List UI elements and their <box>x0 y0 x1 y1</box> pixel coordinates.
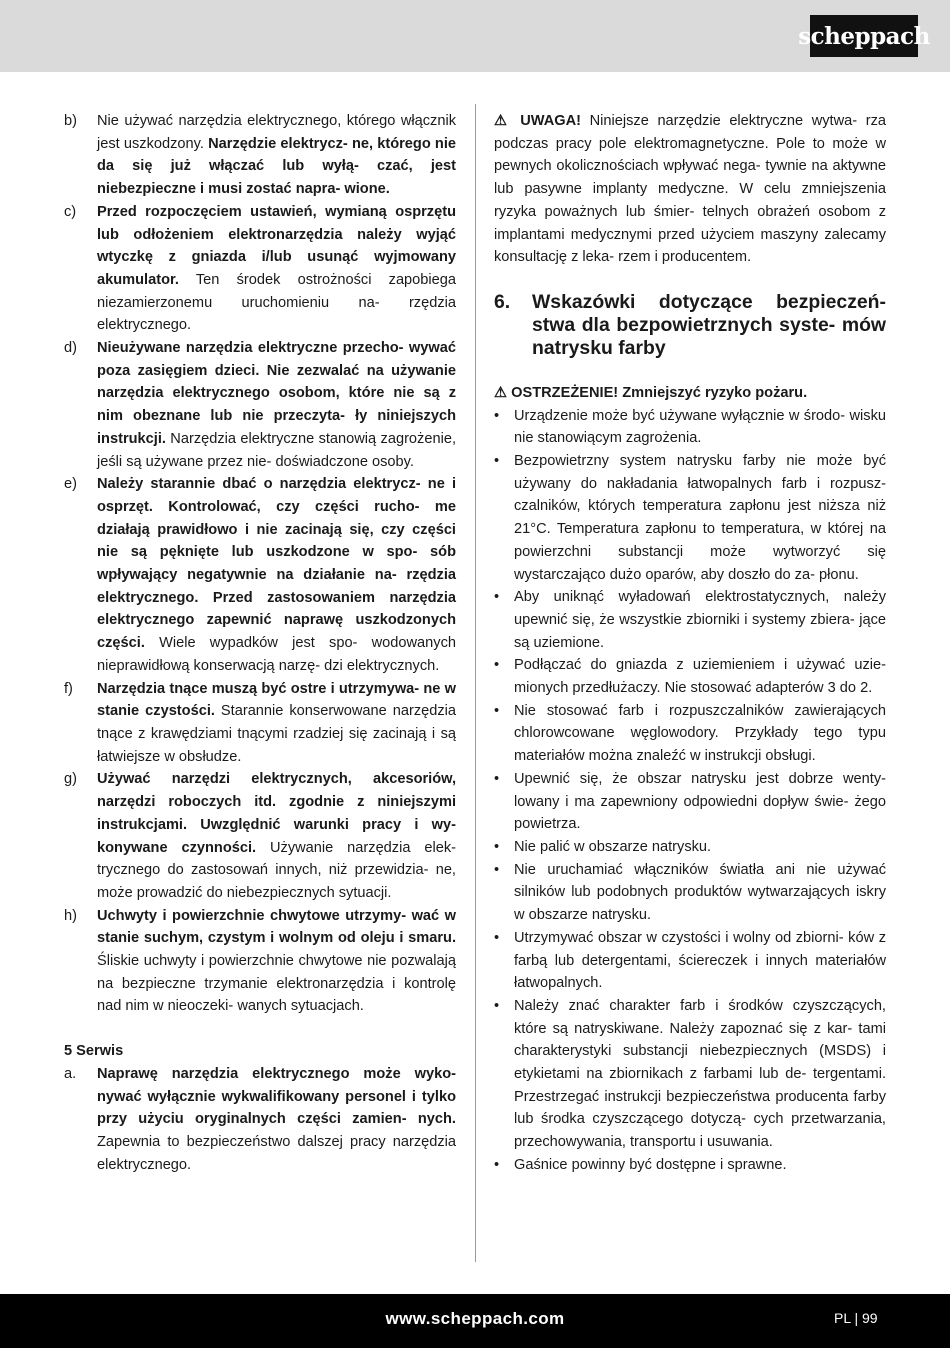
header-bar <box>0 0 950 72</box>
bullet-icon: • <box>494 997 500 1014</box>
footer-bar <box>0 1294 950 1348</box>
bullet-item <box>494 450 886 586</box>
item-label: e) <box>64 476 77 493</box>
bullet-item <box>494 836 886 859</box>
bullet-item <box>494 654 886 699</box>
list-item <box>64 1063 456 1177</box>
item-text: Należy starannie dbać o narzędzia elektrycz- ne i osprzęt. Kontrolować, czy części rucho- me działają prawidłowo i nie zacinają się, czy części nie są pęknięte lub uszkodzone w spo- sób wpływający negatywnie na działanie na- rzędzia elektrycznego. Przed zastosowaniem narzędzia elektrycznego zapewnić naprawę uszkodzonych części. Wiele wypadków jest spo- wodowanych nieprawidłową konserwacją narzę- dzi elektrycznych. <box>97 476 457 674</box>
right-column <box>494 110 886 1177</box>
bullet-item <box>494 1154 886 1177</box>
item-text: Używać narzędzi elektrycznych, akcesoriów, narzędzi roboczych itd. zgodnie z niniejszymi instrukcjami. Uwzględnić warunki pracy i wy- konywane czynności. Używanie narzędzia elek- trycznego do zastosowań innych, niż przewidzia- ne, może prowadzić do niebezpiecznych sytuacji. <box>97 771 456 901</box>
item-label: g) <box>64 771 77 788</box>
bullet-text: Aby uniknąć wyładowań elektrostatycznych, należy upewnić się, że wszystkie zbiorniki i systemy zbiera- jące są uziemione. <box>514 589 886 651</box>
bullet-text: Urządzenie może być używane wyłącznie w środo- wisku nie stanowiącym zagrożenia. <box>514 407 886 447</box>
item-label: b) <box>64 113 77 129</box>
bullet-icon: • <box>494 407 500 424</box>
item-label: a. <box>64 1065 77 1082</box>
fire-safety-bullets <box>494 405 886 1177</box>
list-item <box>64 678 456 769</box>
bullet-item <box>494 405 886 450</box>
section-6-title: Wskazówki dotyczące bezpieczeń- stwa dla bezpowietrznych syste- mów natrysku farby <box>532 290 886 359</box>
bullet-item <box>494 586 886 654</box>
bullet-icon: • <box>494 929 500 946</box>
bullet-text: Podłączać do gniazda z uziemieniem i używać uzie- mionych przedłużaczy. Nie stosować adapterów 3 do 2. <box>514 657 886 697</box>
bullet-text: Nie stosować farb i rozpuszczalników zawierających chlorowcowane węglowodory. Przykłady tego typu materiałów można znaleźć w instrukcji obsługi. <box>514 702 886 765</box>
item-text: Uchwyty i powierzchnie chwytowe utrzymy- wać w stanie suchym, czystym i wolnym od oleju i smaru. Śliskie uchwyty i powierzchnie chwytowe nie pozwalają na bezpieczne trzymanie elektronarzędzia i kontrolę nad nim w nieoczeki- wanych sytuacjach. <box>97 907 456 1015</box>
column-divider <box>475 104 476 1262</box>
bullet-item <box>494 859 886 927</box>
list-item <box>64 337 456 473</box>
bullet-item <box>494 700 886 768</box>
bullet-icon: • <box>494 1156 500 1173</box>
bullet-item <box>494 995 886 1154</box>
bullet-icon: • <box>494 453 500 470</box>
bullet-text: Nie uruchamiać włączników światła ani nie używać silników lub podobnych produktów wytwarzających iskry w obszarze natrysku. <box>514 861 886 924</box>
item-label: f) <box>64 680 73 697</box>
bullet-icon: • <box>494 589 500 606</box>
bullet-item <box>494 927 886 995</box>
section-5-title: 5 Serwis <box>64 1043 124 1060</box>
bullet-icon: • <box>494 702 500 719</box>
bullet-icon: • <box>494 838 500 855</box>
bullet-text: Utrzymywać obszar w czystości i wolny od zbiorni- ków z farbą lub detergentami, ściereczek i innych materiałów łatwopalnych. <box>514 929 886 992</box>
bullet-item <box>494 768 886 836</box>
section-6-heading <box>494 291 886 360</box>
bullet-text: Należy znać charakter farb i środków czyszczących, które są natryskiwane. Należy zapoznać się z kar- tami charakterystyki substancji niebezpiecznych (MSDS) i etykietami na zbiornikach z farbami lub de- tergentami. Przestrzegać instrukcji bezpieczeństwa producenta farby lub środka czyszczącego dotyczą- cych przetwarzania, przechowywania, transportu i usuwania. <box>514 997 886 1151</box>
uwaga-notice: ⚠ UWAGA! Niniejsze narzędzie elektryczne wytwa- rza podczas pracy pole elektromagnetyczne. Pole to może w pewnych okolicznościach wpływać nega- tywnie na aktywne lub pasywne implanty medyczne. W celu zmniejszenia ryzyka poważnych lub śmier- telnych obrażeń osobom z implantami medycznymi przed użyciem maszyny zalecamy konsultację z leka- rzem i producentem. <box>494 113 887 266</box>
footer-url[interactable]: www.scheppach.com <box>385 1309 565 1328</box>
bullet-text: Bezpowietrzny system natrysku farby nie może być używany do nakładania łatwopalnych farb i rozpusz- czalników, których temperatura zapłonu jest niższa niż 21°C. Temperatura zapłonu to temperatura, w której na powierzchni substancji może wytworzyć się wystarczająco dużo oparów, aby doszło do za- płonu. <box>514 453 886 583</box>
item-text: Nieużywane narzędzia elektryczne przecho- wywać poza zasięgiem dzieci. Nie zezwalać na używanie narzędzia elektrycznego osobom, które nie są z nim obeznane lub nie przeczyta- ły niniejszych instrukcji. Narzędzia elektryczne stanowią zagrożenie, jeśli są używane przez nie- doświadczone osoby. <box>97 340 457 470</box>
list-item <box>64 905 456 1019</box>
item-text: Narzędzia tnące muszą być ostre i utrzymywa- ne w stanie czystości. Starannie konserwowane narzędzia tnące z krawędziami tnącymi rzadziej się zacinają i są łatwiejsze w obsłudze. <box>97 680 456 765</box>
bullet-text: Gaśnice powinny być dostępne i sprawne. <box>514 1156 787 1173</box>
fire-warning: ⚠ OSTRZEŻENIE! Zmniejszyć ryzyko pożaru. <box>494 384 808 401</box>
list-item <box>64 473 456 677</box>
section-5-items <box>64 1063 456 1177</box>
item-text: Nie używać narzędzia elektrycznego, którego włącznik jest uszkodzony. Narzędzie elektrycz- ne, którego nie da się już włączać lub wyłą- czać, jest niebezpieczne i musi zostać napra- wione. <box>97 113 456 198</box>
bullet-icon: • <box>494 861 500 878</box>
brand-logo: scheppach <box>810 15 918 57</box>
list-item <box>64 110 456 201</box>
bullet-icon: • <box>494 657 500 674</box>
item-text: Przed rozpoczęciem ustawień, wymianą osprzętu lub odłożeniem elektronarzędzia należy wyjąć wtyczkę z gniazda i/lub usunąć wyjmowany akumulator. Ten środek ostrożności zapobiega niezamierzonemu uruchomieniu na- rzędzia elektrycznego. <box>97 203 456 334</box>
item-label: h) <box>64 907 77 924</box>
list-item <box>64 768 456 904</box>
list-item <box>64 201 456 337</box>
left-column <box>64 110 456 1176</box>
item-label: c) <box>64 203 77 220</box>
bullet-text: Upewnić się, że obszar natrysku jest dobrze wenty- lowany i ma zapewniony odpowiedni dopływ świe- żego powietrza. <box>514 770 886 833</box>
safety-items-list <box>64 110 456 1018</box>
section-6-number: 6. <box>494 290 511 313</box>
page-number: PL | 99 <box>834 1310 878 1326</box>
bullet-text: Nie palić w obszarze natrysku. <box>514 838 712 855</box>
item-text: Naprawę narzędzia elektrycznego może wyko- nywać wyłącznie wykwalifikowany personel i tylko przy użyciu oryginalnych części zamien- nych. Zapewnia to bezpieczeństwo dalszej pracy narzędzia elektrycznego. <box>97 1065 456 1173</box>
bullet-icon: • <box>494 770 500 787</box>
item-label: d) <box>64 340 77 357</box>
